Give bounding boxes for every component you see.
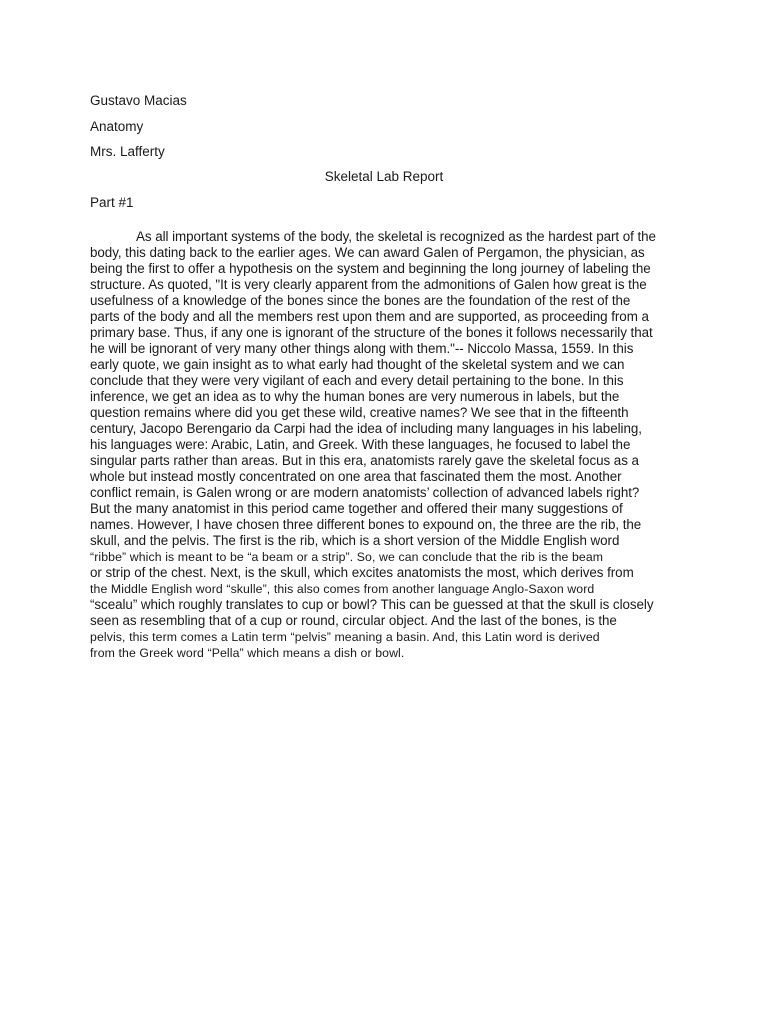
paragraph-line: parts of the body and all the members rest upon them and are supported, as proceeding from a bbox=[90, 309, 649, 324]
report-title: Skeletal Lab Report bbox=[324, 169, 444, 184]
paragraph-line: his languages were: Arabic, Latin, and Greek. With these languages, he focused to label the bbox=[90, 437, 631, 452]
paragraph-line: But the many anatomist in this period came together and offered their many suggestions of bbox=[90, 501, 623, 516]
paragraph-line: names. However, I have chosen three different bones to expound on, the three are the rib, the bbox=[90, 517, 642, 532]
paragraph-line: body, this dating back to the earlier ages. We can award Galen of Pergamon, the physician, as bbox=[90, 245, 645, 260]
body-paragraph bbox=[90, 229, 680, 661]
teacher-name: Mrs. Lafferty bbox=[90, 144, 165, 159]
part-heading: Part #1 bbox=[90, 195, 134, 210]
paragraph-line: question remains where did you get these wild, creative names? We see that in the fifteenth bbox=[90, 405, 629, 420]
paragraph-line: “ribbe” which is meant to be “a beam or a strip”. So, we can conclude that the rib is the beam bbox=[90, 550, 604, 564]
paragraph-line: As all important systems of the body, the skeletal is recognized as the hardest part of the bbox=[136, 229, 656, 244]
course-name: Anatomy bbox=[90, 119, 144, 134]
paragraph-line: conclude that they were very vigilant of each and every detail pertaining to the bone. In this bbox=[90, 373, 624, 388]
paragraph-line: “scealu” which roughly translates to cup or bowl? This can be guessed at that the skull is closely bbox=[90, 597, 654, 612]
paragraph-line: early quote, we gain insight as to what early had thought of the skeletal system and we can bbox=[90, 357, 625, 372]
paragraph-line: being the first to offer a hypothesis on the system and beginning the long journey of labeling the bbox=[90, 261, 651, 276]
paragraph-line: conflict remain, is Galen wrong or are modern anatomists’ collection of advanced labels right? bbox=[90, 485, 640, 500]
paragraph-line: inference, we get an idea as to why the human bones are very numerous in labels, but the bbox=[90, 389, 620, 404]
paragraph-line: usefulness of a knowledge of the bones since the bones are the foundation of the rest of the bbox=[90, 293, 631, 308]
paragraph-line: century, Jacopo Berengario da Carpi had the idea of including many languages in his labeling, bbox=[90, 421, 642, 436]
paragraph-line: from the Greek word “Pella” which means a dish or bowl. bbox=[90, 646, 405, 660]
paragraph-line: pelvis, this term comes a Latin term “pelvis” meaning a basin. And, this Latin word is derived bbox=[90, 630, 600, 644]
paragraph-line: seen as resembling that of a cup or round, circular object. And the last of the bones, is the bbox=[90, 613, 617, 628]
paragraph-line: structure. As quoted, "It is very clearly apparent from the admonitions of Galen how great is the bbox=[90, 277, 647, 292]
paragraph-line: singular parts rather than areas. But in this era, anatomists rarely gave the skeletal focus as a bbox=[90, 453, 639, 468]
paragraph-line: the Middle English word “skulle”, this also comes from another language Anglo-Saxon word bbox=[90, 582, 595, 596]
paragraph-line: skull, and the pelvis. The first is the rib, which is a short version of the Middle English word bbox=[90, 533, 620, 548]
paragraph-line: or strip of the chest. Next, is the skull, which excites anatomists the most, which derives from bbox=[90, 565, 634, 580]
paragraph-line: primary base. Thus, if any one is ignorant of the structure of the bones it follows necessarily that bbox=[90, 325, 653, 340]
paragraph-line: whole but instead mostly concentrated on one area that fascinated them the most. Another bbox=[90, 469, 622, 484]
author-name: Gustavo Macias bbox=[90, 93, 187, 108]
paragraph-line: he will be ignorant of very many other things along with them."-- Niccolo Massa, 1559. In this bbox=[90, 341, 634, 356]
